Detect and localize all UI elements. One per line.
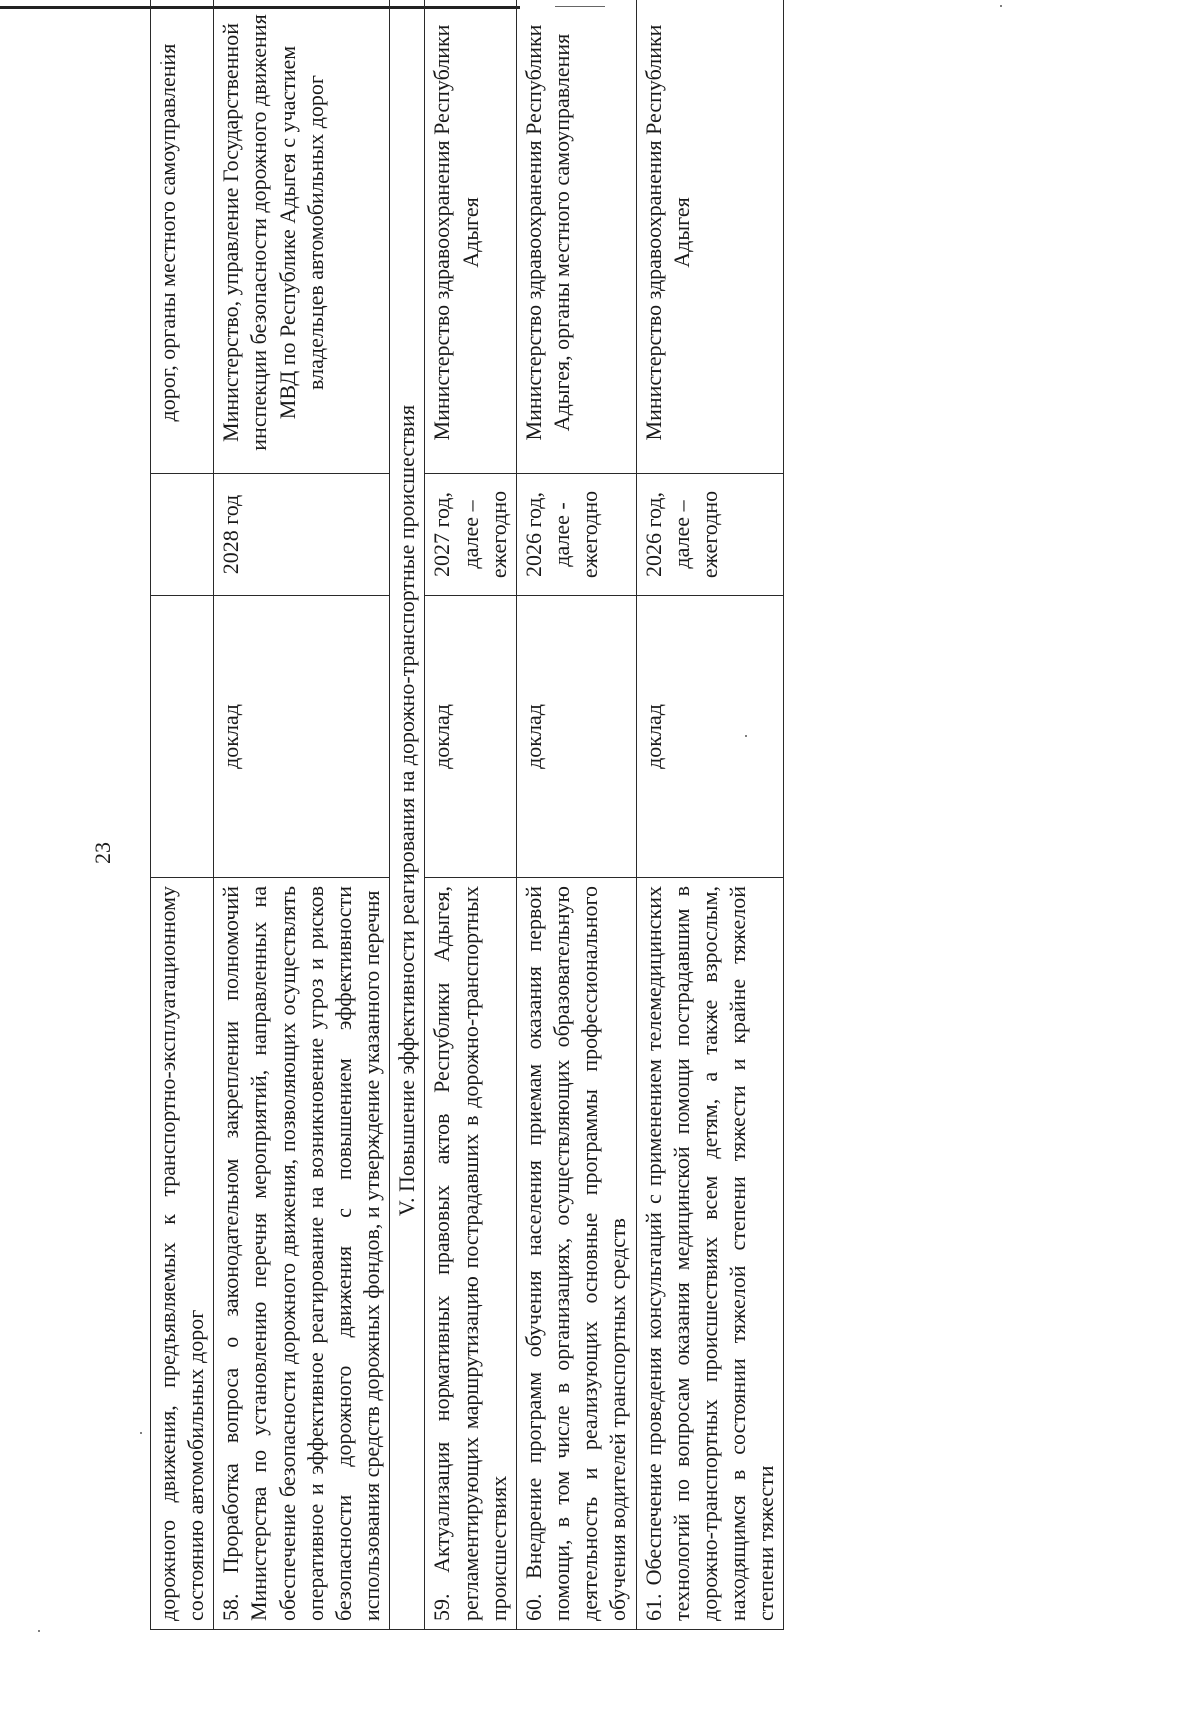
executors-cell: дорог, органы местного самоуправления [151, 0, 214, 474]
measure-cell: 60. Внедрение программ обучения населения приемам оказания первой помощи, в том числе в организациях, осуществляющих образовательную деятельность и реализующих основные программы профессионального обучения водителей транспортных средств [516, 878, 636, 1630]
executors-cell: Министерство здравоохранения Республики Адыгея, органы местного самоуправления [516, 0, 636, 474]
executors-cell: Министерство, управление Государственной инспекции безопасности дорожного движения МВД по Республике Адыгея с участием владельцев автомобильных дорог [214, 0, 390, 474]
result-cell: доклад [636, 596, 784, 878]
measure-cell: 58. Проработка вопроса о законодательном закреплении полномочий Министерства по установлению перечня мероприятий, направленных на обеспечение безопасности дорожного движения, позволяющих осуществлять оперативное и эффективное реагирование на возникновение угроз и рисков безопасности дорожного движения с повышением эффективности использования средств дорожных фондов, и утверждение указанного перечня [214, 878, 390, 1630]
scan-speck [1000, 5, 1002, 7]
table-row [214, 0, 390, 1630]
executors-cell: Министерство здравоохранения Республики Адыгея [636, 0, 784, 474]
page-number: 23 [90, 842, 115, 864]
measure-cell: 61. Обеспечение проведения консультаций с применением телемедицинских технологий по вопросам оказания медицинской помощи пострадавшим в дорожно-транспортных происшествиях всем детям, а также взрослым, находящимся в состоянии тяжелой степени тяжести и крайне тяжелой степени тяжести [636, 878, 784, 1630]
scan-speck [140, 1432, 142, 1434]
measure-cell: 59. Актуализация нормативных правовых актов Республики Адыгея, регламентирующих маршрутизацию пострадавших в дорожно-транспортных происшествиях [425, 878, 516, 1630]
measure-cell: дорожного движения, предъявляемых к транспортно-эксплуатационному состоянию автомобильных дорог [151, 878, 214, 1630]
term-cell: 2028 год [214, 474, 390, 596]
result-cell: доклад [425, 596, 516, 878]
table-row [636, 0, 784, 1630]
section-heading-row [390, 0, 425, 1630]
term-cell [151, 474, 214, 596]
table-row [151, 0, 214, 1630]
section-title: V. Повышение эффективности реагирования на дорожно-транспортные происшествия [390, 0, 425, 1630]
table-row [425, 0, 516, 1630]
document-page [150, 14, 970, 1630]
term-cell: 2026 год, далее - ежегодно [516, 474, 636, 596]
result-cell: доклад [214, 596, 390, 878]
result-cell [151, 596, 214, 878]
result-cell: доклад [516, 596, 636, 878]
executors-cell: Министерство здравоохранения Республики Адыгея [425, 0, 516, 474]
term-cell: 2027 год, далее – ежегодно [425, 474, 516, 596]
scan-speck [38, 1630, 40, 1632]
action-plan-table [150, 0, 784, 1630]
table-row [516, 0, 636, 1630]
term-cell: 2026 год, далее – ежегодно [636, 474, 784, 596]
